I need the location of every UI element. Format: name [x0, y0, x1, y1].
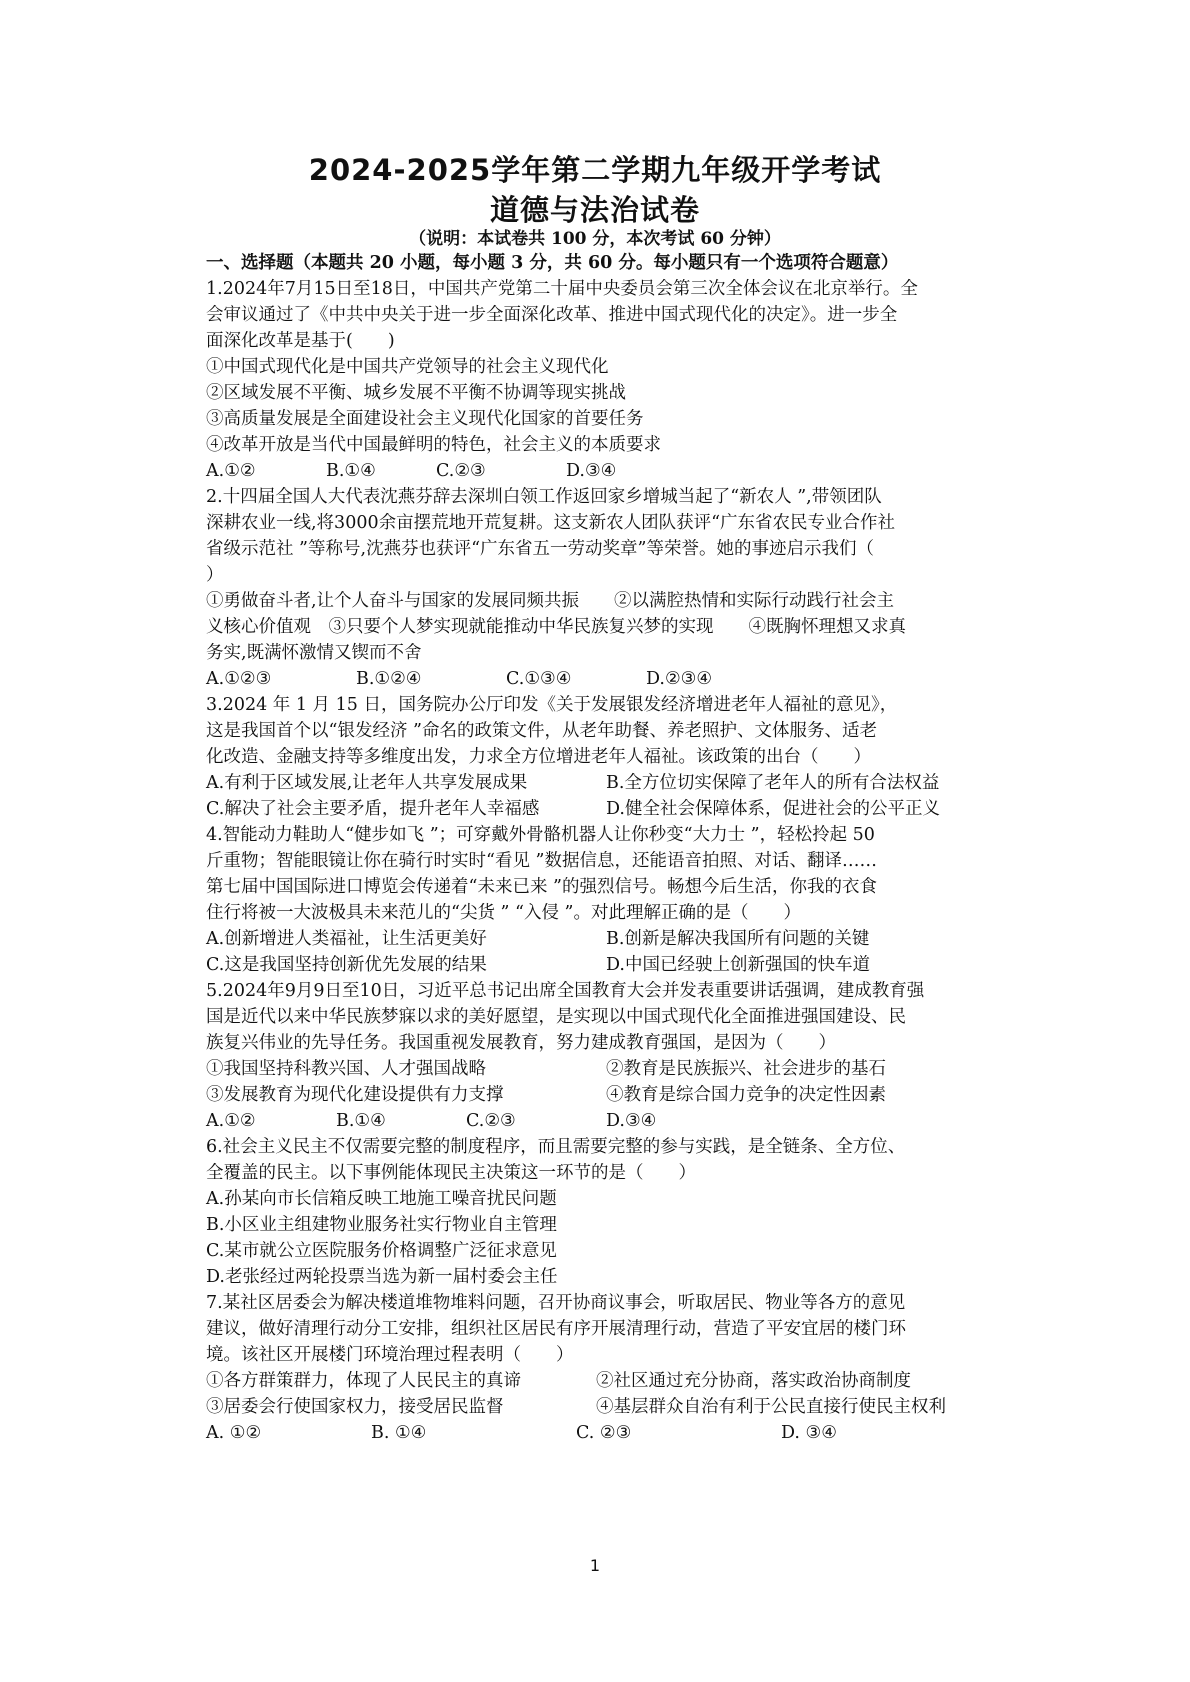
- question-text: ）: [206, 565, 224, 585]
- statement: ②区域发展不平衡、城乡发展不平衡不协调等现实挑战: [206, 383, 626, 403]
- option-c: C.②③: [466, 1111, 516, 1131]
- page-number: 1: [589, 1556, 601, 1575]
- exam-title: 2024-2025学年第二学期九年级开学考试: [308, 153, 882, 187]
- question-text: 族复兴伟业的先导任务。我国重视发展教育，努力建成教育强国，是因为（ ）: [206, 1033, 836, 1053]
- option-d: D. ③④: [781, 1423, 837, 1443]
- statement-row: [206, 1368, 1006, 1394]
- option-c: C.解决了社会主要矛盾，提升老年人幸福感: [206, 799, 540, 819]
- option-a: A.①②: [206, 461, 256, 481]
- option-b: B. ①④: [371, 1423, 427, 1443]
- answer-options: [206, 1420, 1006, 1446]
- option-d: D.②③④: [646, 669, 713, 689]
- question-text: 全覆盖的民主。以下事例能体现民主决策这一环节的是（ ）: [206, 1163, 696, 1183]
- option-a: A.孙某向市长信箱反映工地施工噪音扰民问题: [206, 1189, 557, 1209]
- option-b: B.创新是解决我国所有问题的关键: [606, 929, 870, 949]
- question-2: [206, 484, 1006, 692]
- option-c: C.②③: [436, 461, 486, 481]
- option-d: D.③④: [606, 1111, 657, 1131]
- option-c: C.①③④: [506, 669, 572, 689]
- question-text: 6.社会主义民主不仅需要完整的制度程序，而且需要完整的参与实践，是全链条、全方位、: [206, 1137, 906, 1157]
- question-text: 国是近代以来中华民族梦寐以求的美好愿望，是实现以中国式现代化全面推进强国建设、民: [206, 1007, 906, 1027]
- question-6: [206, 1134, 1006, 1290]
- option-d: D.中国已经驶上创新强国的快车道: [606, 955, 870, 975]
- question-5: [206, 978, 1006, 1134]
- statement: ①中国式现代化是中国共产党领导的社会主义现代化: [206, 357, 609, 377]
- question-text: 住行将被一大波极具未来范儿的“尖货 ” “入侵 ”。对此理解正确的是（ ）: [206, 903, 801, 923]
- statement: 义核心价值观 ③只要个人梦实现就能推动中华民族复兴梦的实现 ④既胸怀理想又求真: [206, 617, 906, 637]
- statement-row: [206, 1394, 1006, 1420]
- question-1: [206, 276, 1006, 484]
- option-c: C. ②③: [576, 1423, 632, 1443]
- option-b: B.全方位切实保障了老年人的所有合法权益: [606, 773, 940, 793]
- statement: ④基层群众自治有利于公民直接行使民主权利: [596, 1397, 946, 1417]
- question-3: [206, 692, 1006, 822]
- question-text: 会审议通过了《中共中央关于进一步全面深化改革、推进中国式现代化的决定》。进一步全: [206, 305, 898, 325]
- option-a: A.①②③: [206, 669, 272, 689]
- answer-options: [206, 796, 1006, 822]
- answer-options: [206, 666, 1006, 692]
- option-a: A.①②: [206, 1111, 256, 1131]
- statement: ②社区通过充分协商，落实政治协商制度: [596, 1371, 911, 1391]
- statement: ③高质量发展是全面建设社会主义现代化国家的首要任务: [206, 409, 644, 429]
- question-text: 建议，做好清理行动分工安排，组织社区居民有序开展清理行动，营造了平安宜居的楼门环: [206, 1319, 906, 1339]
- answer-options: [206, 952, 1006, 978]
- statement: ①勇做奋斗者,让个人奋斗与国家的发展同频共振 ②以满腔热情和实际行动践行社会主: [206, 591, 895, 611]
- question-text: 7.某社区居委会为解决楼道堆物堆料问题，召开协商议事会，听取居民、物业等各方的意见: [206, 1293, 906, 1313]
- option-d: D.健全社会保障体系，促进社会的公平正义: [606, 799, 940, 819]
- question-7: [206, 1290, 1006, 1446]
- statement: ②教育是民族振兴、社会进步的基石: [606, 1059, 886, 1079]
- question-text: 深耕农业一线,将3000余亩摆荒地开荒复耕。这支新农人团队获评“广东省农民专业合作社: [206, 513, 896, 533]
- statement-row: [206, 1056, 1006, 1082]
- question-text: 斤重物；智能眼镜让你在骑行时实时“看见 ”数据信息，还能语音拍照、对话、翻译……: [206, 851, 877, 871]
- option-d: D.老张经过两轮投票当选为新一届村委会主任: [206, 1267, 558, 1287]
- statement-row: [206, 1082, 1006, 1108]
- statement: ④教育是综合国力竞争的决定性因素: [606, 1085, 886, 1105]
- statement: 务实,既满怀激情又锲而不舍: [206, 643, 422, 663]
- exam-body: [206, 248, 1006, 1446]
- question-text: 境。该社区开展楼门环境治理过程表明（ ）: [206, 1345, 574, 1365]
- option-b: B.①②④: [356, 669, 422, 689]
- answer-options: [206, 926, 1006, 952]
- question-text: 化改造、金融支持等多维度出发，力求全方位增进老年人福祉。该政策的出台（ ）: [206, 747, 871, 767]
- statement: ③居委会行使国家权力，接受居民监督: [206, 1397, 504, 1417]
- option-a: A. ①②: [206, 1423, 262, 1443]
- option-a: A.创新增进人类福祉，让生活更美好: [206, 929, 487, 949]
- question-text: 1.2024年7月15日至18日，中国共产党第二十届中央委员会第三次全体会议在北京举行。全: [206, 279, 918, 299]
- exam-subtitle: 道德与法治试卷: [489, 193, 700, 227]
- question-text: 3.2024 年 1 月 15 日，国务院办公厅印发《关于发展银发经济增进老年人福祉的意见》，: [206, 695, 898, 715]
- answer-options: [206, 458, 1006, 484]
- answer-options: [206, 1108, 1006, 1134]
- question-text: 省级示范社 ”等称号,沈燕芬也获评“广东省五一劳动奖章”等荣誉。她的事迹启示我们（: [206, 539, 874, 559]
- statement: ①我国坚持科教兴国、人才强国战略: [206, 1059, 486, 1079]
- section-heading: 一、选择题（本题共 20 小题，每小题 3 分，共 60 分。每小题只有一个选项符合题意）: [206, 253, 899, 273]
- question-text: 第七届中国国际进口博览会传递着“未来已来 ”的强烈信号。畅想今后生活，你我的衣食: [206, 877, 877, 897]
- option-d: D.③④: [566, 461, 617, 481]
- option-b: B.①④: [326, 461, 376, 481]
- option-a: A.有利于区域发展,让老年人共享发展成果: [206, 773, 528, 793]
- question-4: [206, 822, 1006, 978]
- question-text: 5.2024年9月9日至10日，习近平总书记出席全国教育大会并发表重要讲话强调，建成教育强: [206, 981, 925, 1001]
- answer-options: [206, 770, 1006, 796]
- question-text: 面深化改革是基于( ): [206, 331, 395, 351]
- option-c: C.这是我国坚持创新优先发展的结果: [206, 955, 487, 975]
- option-b: B.小区业主组建物业服务社实行物业自主管理: [206, 1215, 557, 1235]
- question-text: 这是我国首个以“银发经济 ”命名的政策文件，从老年助餐、养老照护、文体服务、适老: [206, 721, 877, 741]
- question-text: 2.十四届全国人大代表沈燕芬辞去深圳白领工作返回家乡增城当起了“新农人 ”,带领团队: [206, 487, 882, 507]
- exam-note: （说明：本试卷共 100 分，本次考试 60 分钟）: [409, 229, 781, 249]
- question-text: 4.智能动力鞋助人“健步如飞 ”；可穿戴外骨骼机器人让你秒变“大力士 ”，轻松拎起 50: [206, 825, 875, 845]
- statement: ③发展教育为现代化建设提供有力支撑: [206, 1085, 504, 1105]
- statement: ④改革开放是当代中国最鲜明的特色，社会主义的本质要求: [206, 435, 661, 455]
- option-b: B.①④: [336, 1111, 386, 1131]
- statement: ①各方群策群力，体现了人民民主的真谛: [206, 1371, 521, 1391]
- option-c: C.某市就公立医院服务价格调整广泛征求意见: [206, 1241, 557, 1261]
